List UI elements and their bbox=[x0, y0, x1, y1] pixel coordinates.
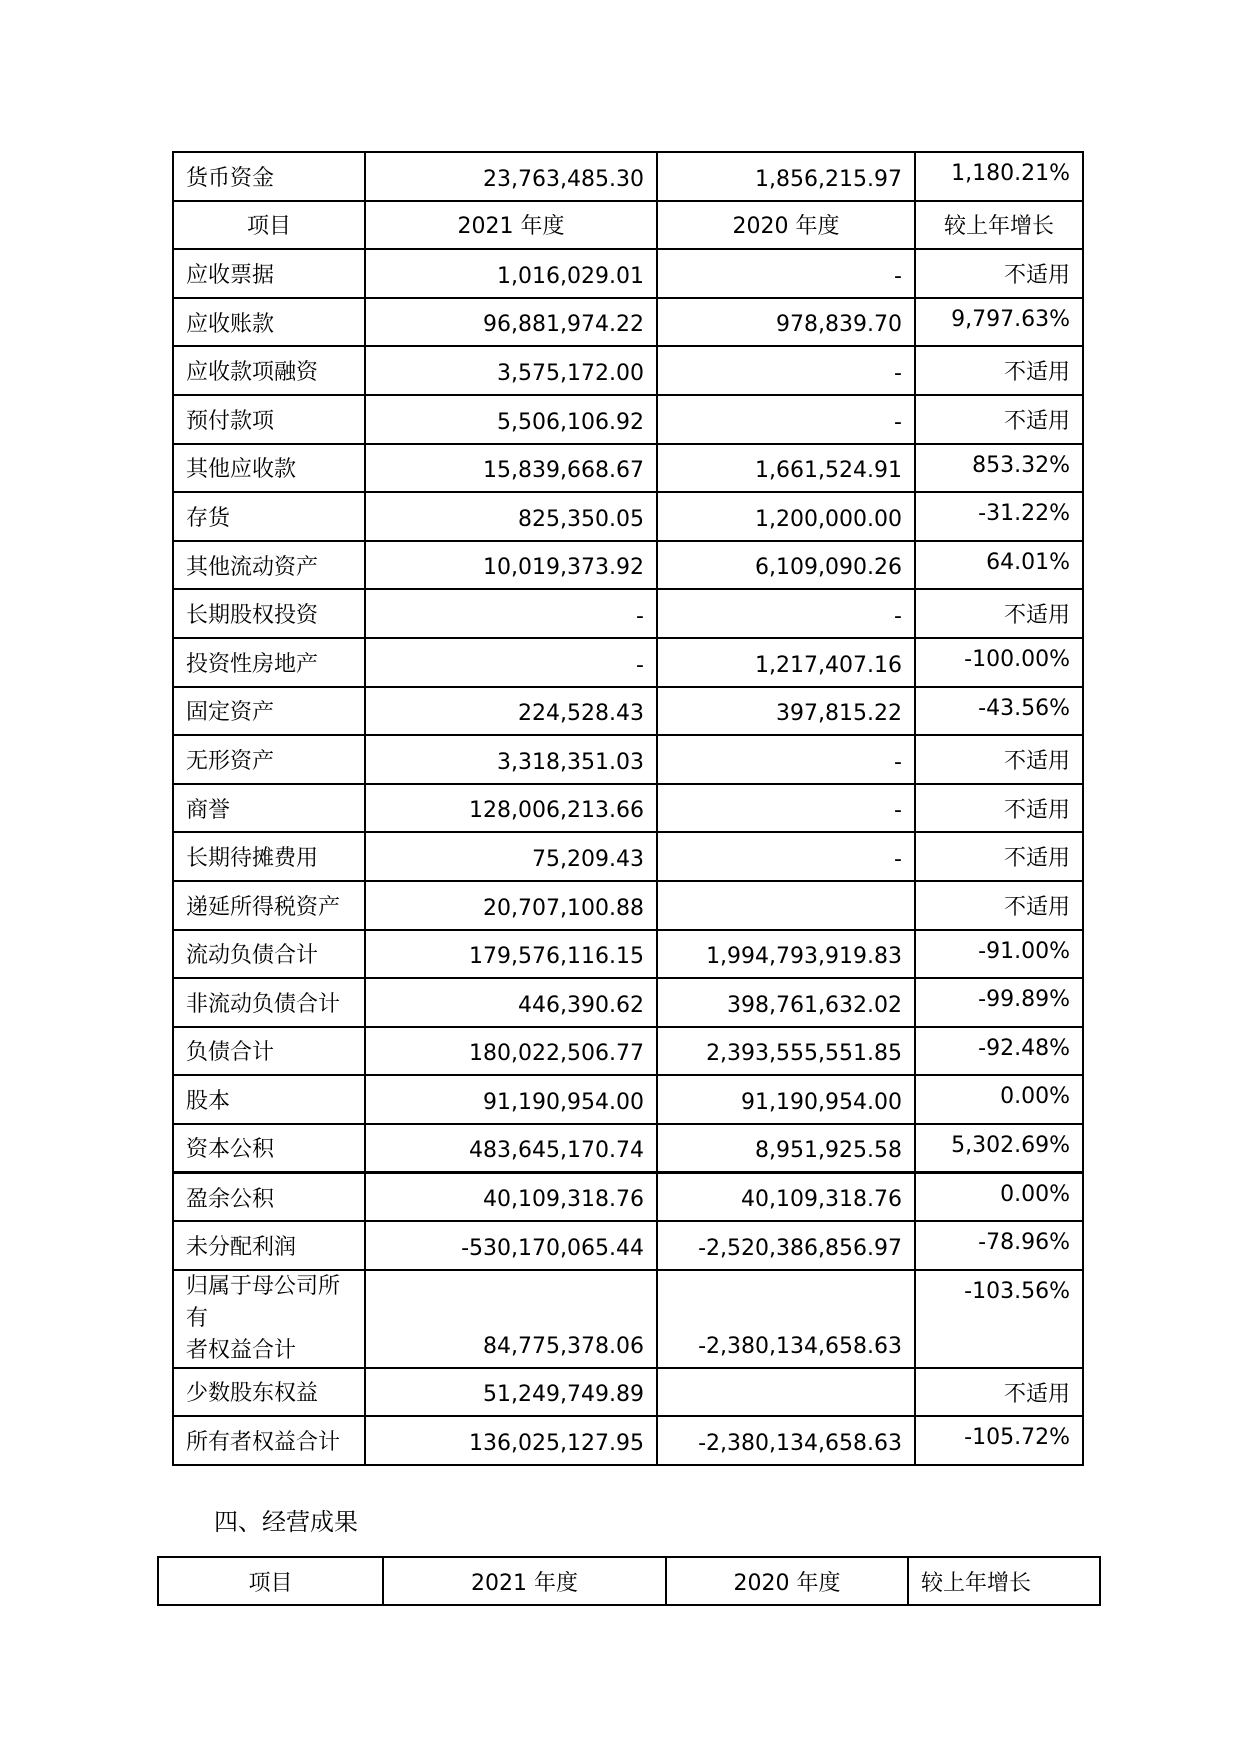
growth-rate: -92.48% bbox=[915, 1027, 1083, 1076]
growth-rate: 不适用 bbox=[915, 832, 1083, 881]
value-2020: - bbox=[657, 346, 915, 395]
table-row bbox=[173, 1416, 1083, 1465]
growth-rate: 不适用 bbox=[915, 249, 1083, 298]
value-2021: 23,763,485.30 bbox=[365, 152, 657, 201]
growth-rate: 不适用 bbox=[915, 735, 1083, 784]
table-row bbox=[173, 1124, 1083, 1173]
row-item: 无形资产 bbox=[173, 735, 365, 784]
value-2020: - bbox=[657, 832, 915, 881]
value-2021: - bbox=[365, 589, 657, 638]
value-2021: 84,775,378.06 bbox=[365, 1270, 657, 1368]
value-2020: 1,217,407.16 bbox=[657, 638, 915, 687]
growth-rate: 不适用 bbox=[915, 395, 1083, 444]
table-row bbox=[173, 687, 1083, 736]
growth-rate: 64.01% bbox=[915, 541, 1083, 590]
row-item-line2: 者权益合计 bbox=[186, 1337, 297, 1363]
header-row bbox=[173, 201, 1083, 250]
value-2021: 10,019,373.92 bbox=[365, 541, 657, 590]
growth-rate: 不适用 bbox=[915, 589, 1083, 638]
value-2020: - bbox=[657, 395, 915, 444]
table-row bbox=[173, 930, 1083, 979]
growth-rate: -91.00% bbox=[915, 930, 1083, 979]
header-item: 项目 bbox=[158, 1557, 383, 1605]
value-2020: 8,951,925.58 bbox=[657, 1124, 915, 1173]
table-row bbox=[173, 784, 1083, 833]
operating-results-table bbox=[157, 1556, 1101, 1606]
row-item: 应收账款 bbox=[173, 298, 365, 347]
growth-rate: -100.00% bbox=[915, 638, 1083, 687]
table-row bbox=[173, 832, 1083, 881]
growth-rate: -43.56% bbox=[915, 687, 1083, 736]
balance-sheet-table bbox=[172, 151, 1084, 1466]
value-2020 bbox=[657, 1368, 915, 1417]
value-2020: 1,856,215.97 bbox=[657, 152, 915, 201]
row-item: 所有者权益合计 bbox=[173, 1416, 365, 1465]
value-2021: 51,249,749.89 bbox=[365, 1368, 657, 1417]
table-row bbox=[173, 346, 1083, 395]
value-2020: - bbox=[657, 735, 915, 784]
row-item: 应收款项融资 bbox=[173, 346, 365, 395]
growth-rate: 5,302.69% bbox=[915, 1124, 1083, 1173]
table-row bbox=[173, 249, 1083, 298]
table-row bbox=[173, 735, 1083, 784]
row-item: 负债合计 bbox=[173, 1027, 365, 1076]
header-2021: 2021 年度 bbox=[383, 1557, 666, 1605]
value-2021: 136,025,127.95 bbox=[365, 1416, 657, 1465]
value-2021: 180,022,506.77 bbox=[365, 1027, 657, 1076]
table-row bbox=[173, 444, 1083, 493]
growth-rate: 0.00% bbox=[915, 1075, 1083, 1124]
row-item: 商誉 bbox=[173, 784, 365, 833]
row-item: 货币资金 bbox=[173, 152, 365, 201]
balance-sheet-body bbox=[173, 152, 1083, 1465]
row-item-line1: 归属于母公司所有 bbox=[186, 1273, 341, 1331]
table-row bbox=[173, 541, 1083, 590]
growth-rate: 不适用 bbox=[915, 784, 1083, 833]
value-2021: 1,016,029.01 bbox=[365, 249, 657, 298]
table-row bbox=[173, 152, 1083, 201]
value-2020: 2,393,555,551.85 bbox=[657, 1027, 915, 1076]
growth-rate: -31.22% bbox=[915, 492, 1083, 541]
value-2021: 96,881,974.22 bbox=[365, 298, 657, 347]
growth-rate: 0.00% bbox=[915, 1172, 1083, 1221]
table-row bbox=[173, 638, 1083, 687]
row-item: 应收票据 bbox=[173, 249, 365, 298]
row-item: 流动负债合计 bbox=[173, 930, 365, 979]
growth-rate: 1,180.21% bbox=[915, 152, 1083, 201]
value-2021: 179,576,116.15 bbox=[365, 930, 657, 979]
header-2020: 2020 年度 bbox=[666, 1557, 908, 1605]
header-row bbox=[158, 1557, 1100, 1605]
value-2020: 398,761,632.02 bbox=[657, 978, 915, 1027]
value-2020: -2,380,134,658.63 bbox=[657, 1416, 915, 1465]
value-2020 bbox=[657, 881, 915, 930]
value-2021: 224,528.43 bbox=[365, 687, 657, 736]
row-item: 预付款项 bbox=[173, 395, 365, 444]
growth-rate: 9,797.63% bbox=[915, 298, 1083, 347]
row-item: 盈余公积 bbox=[173, 1172, 365, 1221]
value-2020: -2,380,134,658.63 bbox=[657, 1270, 915, 1368]
growth-rate: -78.96% bbox=[915, 1221, 1083, 1270]
value-2021: 128,006,213.66 bbox=[365, 784, 657, 833]
row-item: 股本 bbox=[173, 1075, 365, 1124]
value-2021: 483,645,170.74 bbox=[365, 1124, 657, 1173]
table-row bbox=[173, 492, 1083, 541]
growth-rate: -103.56% bbox=[915, 1270, 1083, 1368]
table-row bbox=[173, 395, 1083, 444]
header-growth: 较上年增长 bbox=[915, 201, 1083, 250]
value-2021: 91,190,954.00 bbox=[365, 1075, 657, 1124]
row-item: 递延所得税资产 bbox=[173, 881, 365, 930]
value-2021: 75,209.43 bbox=[365, 832, 657, 881]
header-2020: 2020 年度 bbox=[657, 201, 915, 250]
growth-rate: 不适用 bbox=[915, 1368, 1083, 1417]
row-item bbox=[173, 1270, 365, 1368]
table-row bbox=[173, 589, 1083, 638]
value-2020: - bbox=[657, 249, 915, 298]
table-row bbox=[173, 1172, 1083, 1221]
value-2021: 40,109,318.76 bbox=[365, 1172, 657, 1221]
value-2021: - bbox=[365, 638, 657, 687]
header-2021: 2021 年度 bbox=[365, 201, 657, 250]
growth-rate: -105.72% bbox=[915, 1416, 1083, 1465]
row-item: 其他流动资产 bbox=[173, 541, 365, 590]
value-2020: 1,994,793,919.83 bbox=[657, 930, 915, 979]
growth-rate: 不适用 bbox=[915, 881, 1083, 930]
value-2021: 825,350.05 bbox=[365, 492, 657, 541]
value-2020: 978,839.70 bbox=[657, 298, 915, 347]
table-row bbox=[173, 1027, 1083, 1076]
table-row bbox=[173, 1270, 1083, 1368]
row-item: 资本公积 bbox=[173, 1124, 365, 1173]
value-2021: 5,506,106.92 bbox=[365, 395, 657, 444]
table-row bbox=[173, 1221, 1083, 1270]
value-2021: 446,390.62 bbox=[365, 978, 657, 1027]
value-2020: 1,661,524.91 bbox=[657, 444, 915, 493]
growth-rate: 853.32% bbox=[915, 444, 1083, 493]
value-2020: 397,815.22 bbox=[657, 687, 915, 736]
table-row bbox=[173, 1075, 1083, 1124]
value-2020: 40,109,318.76 bbox=[657, 1172, 915, 1221]
row-item: 投资性房地产 bbox=[173, 638, 365, 687]
table-row bbox=[173, 881, 1083, 930]
header-item: 项目 bbox=[173, 201, 365, 250]
row-item: 未分配利润 bbox=[173, 1221, 365, 1270]
row-item: 非流动负债合计 bbox=[173, 978, 365, 1027]
value-2020: 91,190,954.00 bbox=[657, 1075, 915, 1124]
table-row bbox=[173, 978, 1083, 1027]
row-item: 其他应收款 bbox=[173, 444, 365, 493]
value-2020: - bbox=[657, 784, 915, 833]
value-2021: 15,839,668.67 bbox=[365, 444, 657, 493]
value-2020: -2,520,386,856.97 bbox=[657, 1221, 915, 1270]
value-2021: -530,170,065.44 bbox=[365, 1221, 657, 1270]
section-title: 四、经营成果 bbox=[214, 1508, 358, 1536]
table-row bbox=[173, 1368, 1083, 1417]
value-2020: - bbox=[657, 589, 915, 638]
row-item: 长期待摊费用 bbox=[173, 832, 365, 881]
header-growth: 较上年增长 bbox=[908, 1557, 1100, 1605]
value-2020: 1,200,000.00 bbox=[657, 492, 915, 541]
value-2021: 3,318,351.03 bbox=[365, 735, 657, 784]
row-item: 少数股东权益 bbox=[173, 1368, 365, 1417]
row-item: 固定资产 bbox=[173, 687, 365, 736]
growth-rate: 不适用 bbox=[915, 346, 1083, 395]
value-2021: 3,575,172.00 bbox=[365, 346, 657, 395]
row-item: 存货 bbox=[173, 492, 365, 541]
row-item: 长期股权投资 bbox=[173, 589, 365, 638]
value-2021: 20,707,100.88 bbox=[365, 881, 657, 930]
growth-rate: -99.89% bbox=[915, 978, 1083, 1027]
table-row bbox=[173, 298, 1083, 347]
value-2020: 6,109,090.26 bbox=[657, 541, 915, 590]
